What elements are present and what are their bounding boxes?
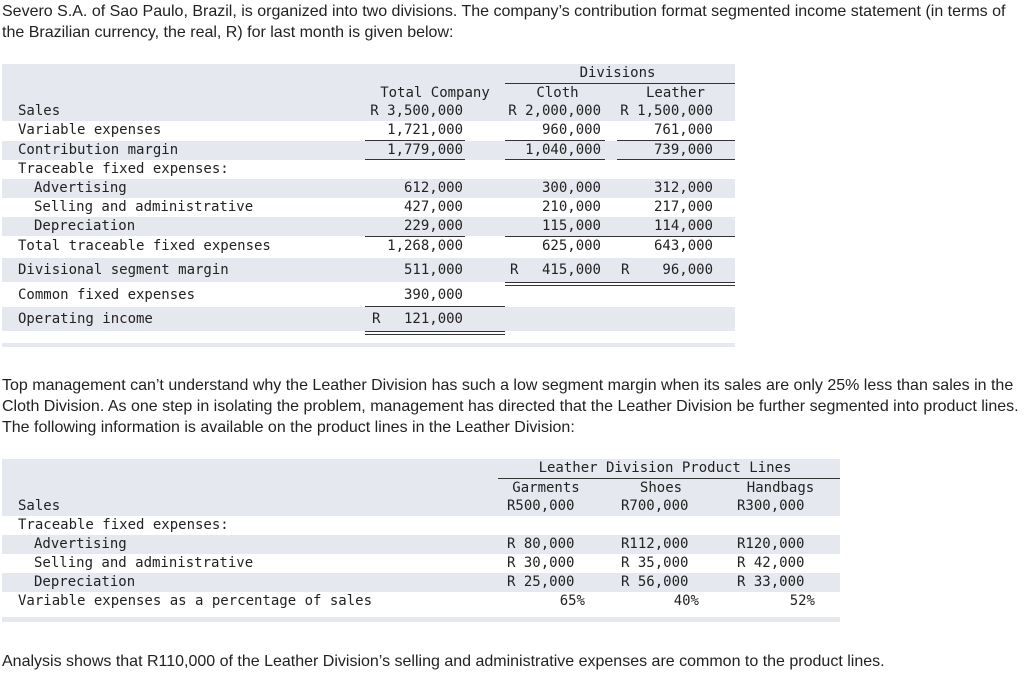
row-label: Selling and administrative bbox=[34, 199, 254, 215]
row-label: Traceable fixed expenses: bbox=[18, 517, 229, 533]
cell-cloth: R 2,000,000 bbox=[508, 103, 601, 119]
cell-handbags: R 33,000 bbox=[737, 574, 805, 590]
row-label: Total traceable fixed expenses bbox=[18, 238, 271, 254]
cell-handbags: R300,000 bbox=[737, 498, 805, 514]
row-label: Variable expenses bbox=[18, 122, 162, 138]
cell-leather: 217,000 bbox=[653, 199, 713, 215]
cell-shoes: R112,000 bbox=[621, 536, 689, 552]
cell-total: 427,000 bbox=[403, 199, 463, 215]
cell-handbags: R 42,000 bbox=[737, 555, 805, 571]
row-label: Traceable fixed expenses: bbox=[18, 161, 229, 177]
cell-cloth: 960,000 bbox=[541, 122, 601, 138]
cell-total: 121,000 bbox=[403, 311, 463, 327]
cell-cloth: 210,000 bbox=[541, 199, 601, 215]
cell-garments: R 25,000 bbox=[507, 574, 575, 590]
row-label: Contribution margin bbox=[18, 142, 179, 158]
row-label: Divisional segment margin bbox=[18, 262, 229, 278]
cell-cloth: 415,000 bbox=[541, 262, 601, 278]
cell-total: 1,779,000 bbox=[387, 142, 463, 158]
cell-cloth: 300,000 bbox=[541, 180, 601, 196]
cell-total: 1,268,000 bbox=[387, 238, 463, 254]
row-label: Variable expenses as a percentage of sales bbox=[18, 593, 373, 609]
col-garments: Garments bbox=[512, 480, 580, 496]
cell-garments: 65% bbox=[559, 593, 585, 609]
cell-leather: 739,000 bbox=[653, 142, 713, 158]
cell-shoes: 40% bbox=[673, 593, 699, 609]
divisions-header: Divisions bbox=[579, 65, 656, 81]
cell-leather: 96,000 bbox=[662, 262, 713, 278]
cell-leather: 761,000 bbox=[653, 122, 713, 138]
cell-cloth: 1,040,000 bbox=[525, 142, 601, 158]
cell-cloth: 625,000 bbox=[541, 238, 601, 254]
cell-leather: 114,000 bbox=[653, 218, 713, 234]
row-label: Selling and administrative bbox=[34, 555, 254, 571]
cell-garments: R 80,000 bbox=[507, 536, 575, 552]
row-label: Depreciation bbox=[34, 218, 136, 234]
cell-leather: R 1,500,000 bbox=[620, 103, 713, 119]
cell-shoes: R 56,000 bbox=[621, 574, 689, 590]
cell-shoes: R 35,000 bbox=[621, 555, 689, 571]
cell-shoes: R700,000 bbox=[621, 498, 689, 514]
middle-paragraph: Top management can’t understand why the Leather Division has such a low segment margin when its sales are only 25% less than sales in the Cloth Division. As one step in isolating the problem, management has directed that the Leather Division be further segmented into product lines. The following information is available on the product lines in the Leather Division: bbox=[2, 377, 1019, 436]
cell-garments: R 30,000 bbox=[507, 555, 575, 571]
currency-prefix: R bbox=[510, 262, 519, 278]
currency-prefix: R bbox=[372, 311, 381, 327]
currency-prefix: R bbox=[621, 262, 630, 278]
cell-cloth: 115,000 bbox=[541, 218, 601, 234]
row-label: Common fixed expenses bbox=[18, 287, 196, 303]
cell-total: 229,000 bbox=[403, 218, 463, 234]
col-leather: Leather bbox=[645, 85, 705, 101]
row-label: Operating income bbox=[18, 311, 153, 327]
col-total-company: Total Company bbox=[380, 85, 490, 101]
row-label: Advertising bbox=[34, 180, 127, 196]
cell-total: 612,000 bbox=[403, 180, 463, 196]
cell-garments: R500,000 bbox=[507, 498, 575, 514]
col-handbags: Handbags bbox=[746, 480, 815, 496]
cell-total: 390,000 bbox=[403, 287, 463, 303]
col-cloth: Cloth bbox=[536, 85, 579, 101]
row-label: Advertising bbox=[34, 536, 127, 552]
row-label: Sales bbox=[18, 103, 61, 119]
product-lines-header: Leather Division Product Lines bbox=[538, 460, 792, 476]
cell-leather: 312,000 bbox=[653, 180, 713, 196]
intro-paragraph: Severo S.A. of Sao Paulo, Brazil, is organized into two divisions. The company’s contribution format segmented income statement (in terms of the Brazilian currency, the real, R) for last month is given below: bbox=[2, 3, 1006, 41]
cell-total: R 3,500,000 bbox=[370, 103, 463, 119]
cell-handbags: 52% bbox=[789, 593, 815, 609]
cell-total: 511,000 bbox=[403, 262, 463, 278]
cell-leather: 643,000 bbox=[653, 238, 713, 254]
analysis-paragraph: Analysis shows that R110,000 of the Leather Division’s selling and administrative expenses are common to the product lines. bbox=[2, 653, 885, 670]
row-label: Sales bbox=[18, 498, 61, 514]
col-shoes: Shoes bbox=[639, 480, 683, 496]
cell-total: 1,721,000 bbox=[387, 122, 463, 138]
row-label: Depreciation bbox=[34, 574, 136, 590]
cell-handbags: R120,000 bbox=[737, 536, 805, 552]
